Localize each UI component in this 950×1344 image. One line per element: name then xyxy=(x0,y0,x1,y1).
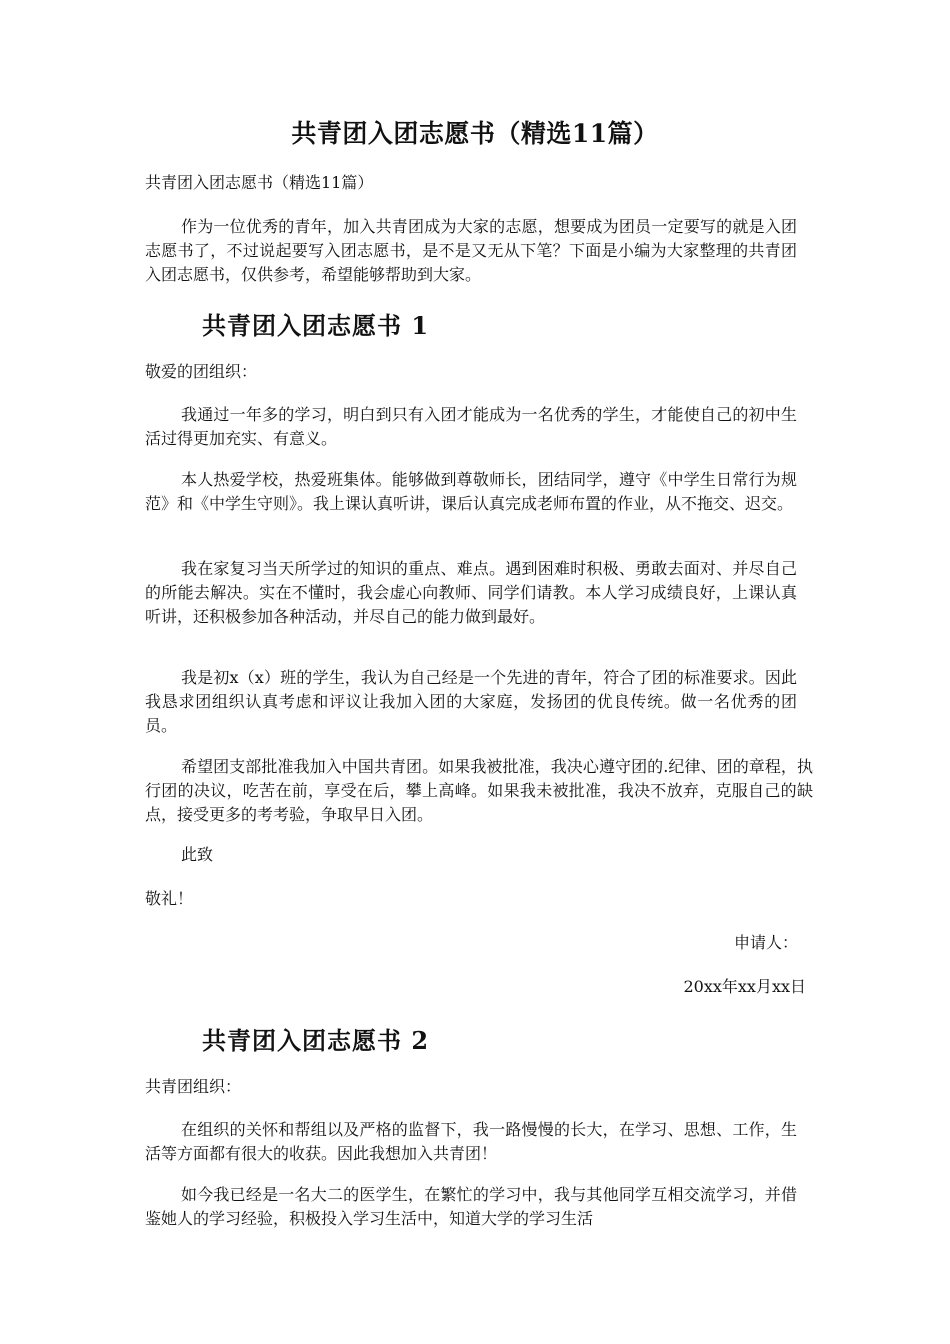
section-2-heading: 共青团入团志愿书 2 xyxy=(202,1026,430,1055)
section-1-closing: 此致 xyxy=(181,845,214,864)
section-1-regards: 敬礼！ xyxy=(145,889,194,908)
intro-paragraph: 作为一位优秀的青年，加入共青团成为大家的志愿，想要成为团员一定要写的就是入团志愿书了，不过说起要写入团志愿书，是不是又无从下笔？下面是小编为大家整理的共青团入团志愿书，仅供参考，希望能够帮助到大家。 xyxy=(145,217,797,284)
section-2-paragraph: 如今我已经是一名大二的医学生，在繁忙的学习中，我与其他同学互相交流学习，并借鉴她人的学习经验，积极投入学习生活中，知道大学的学习生活 xyxy=(145,1185,797,1228)
section-2-paragraph: 在组织的关怀和帮组以及严格的监督下，我一路慢慢的长大，在学习、思想、工作，生活等方面都有很大的收获。因此我想加入共青团！ xyxy=(145,1120,797,1163)
section-1-salutation: 敬爱的团组织： xyxy=(145,362,258,381)
section-2-salutation: 共青团组织： xyxy=(145,1077,242,1096)
section-1-paragraph: 我在家复习当天所学过的知识的重点、难点。遇到困难时积极、勇敢去面对、并尽自己的所能去解决。实在不懂时，我会虚心向教师、同学们请教。本人学习成绩良好，上课认真听讲，还积极参加各种活动，并尽自己的能力做到最好。 xyxy=(145,559,797,626)
section-1-heading: 共青团入团志愿书 1 xyxy=(202,311,430,340)
section-1-paragraph: 我通过一年多的学习，明白到只有入团才能成为一名优秀的学生，才能使自己的初中生活过得更加充实、有意义。 xyxy=(145,405,797,448)
section-1-paragraph: 我是初x（x）班的学生，我认为自己经是一个先进的青年，符合了团的标准要求。因此我恳求团组织认真考虑和评议让我加入团的大家庭，发扬团的优良传统。做一名优秀的团员。 xyxy=(145,668,797,735)
document-title: 共青团入团志愿书（精选11篇） xyxy=(291,119,659,148)
document-subtitle: 共青团入团志愿书（精选11篇） xyxy=(145,173,374,192)
section-1-paragraph: 希望团支部批准我加入中国共青团。如果我被批准，我决心遵守团的.纪律、团的章程，执行团的决议，吃苦在前，享受在后，攀上高峰。如果我未被批准，我决不放弃，克服自己的缺点，接受更多的考考验，争取早日入团。 xyxy=(145,757,813,824)
section-1-paragraph: 本人热爱学校，热爱班集体。能够做到尊敬师长，团结同学，遵守《中学生日常行为规范》和《中学生守则》。我上课认真听讲，课后认真完成老师布置的作业，从不拖交、迟交。 xyxy=(145,470,797,513)
section-1-date: 20xx年xx月xx日 xyxy=(683,977,806,996)
section-1-applicant: 申请人： xyxy=(733,933,798,952)
